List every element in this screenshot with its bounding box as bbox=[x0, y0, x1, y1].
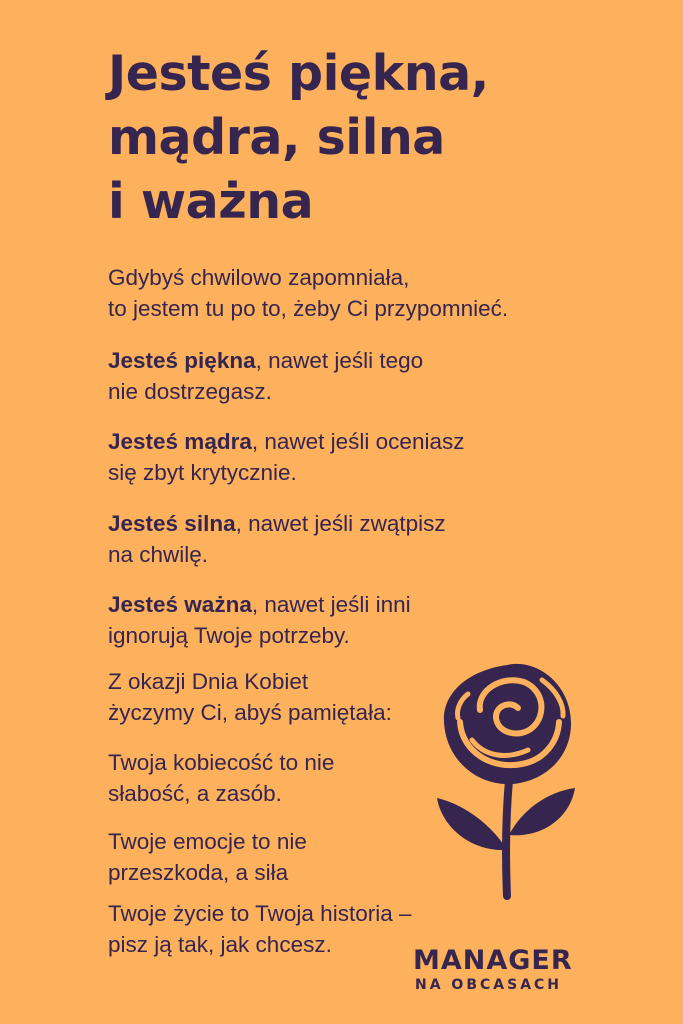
rose-icon bbox=[432, 660, 582, 900]
affirmation-bold: Jesteś piękna bbox=[108, 348, 256, 373]
wish-line: życzymy Ci, abyś pamiętała: bbox=[108, 700, 392, 725]
affirmation-line2: na chwilę. bbox=[108, 542, 209, 567]
affirmation-important bbox=[108, 589, 411, 651]
affirmation-wise bbox=[108, 426, 464, 488]
intro-paragraph bbox=[108, 262, 508, 324]
affirmation-strong bbox=[108, 508, 446, 570]
affirmation-line2: ignorują Twoje potrzeby. bbox=[108, 623, 350, 648]
intro-line: Gdybyś chwilowo zapomniała, bbox=[108, 265, 410, 290]
brand-tagline: NA OBCASACH bbox=[415, 977, 563, 993]
wish-paragraph bbox=[108, 666, 392, 728]
affirmation-line2: nie dostrzegasz. bbox=[108, 379, 272, 404]
closing-life bbox=[108, 898, 411, 960]
affirmation-line2: się zbyt krytycznie. bbox=[108, 460, 297, 485]
title-line: Jesteś piękna, bbox=[108, 45, 489, 102]
closing-line: przeszkoda, a siła bbox=[108, 860, 289, 885]
closing-line: słabość, a zasób. bbox=[108, 781, 282, 806]
title-line: mądra, silna bbox=[108, 109, 445, 166]
closing-line: Twoje życie to Twoja historia – bbox=[108, 901, 412, 926]
affirmation-bold: Jesteś ważna bbox=[108, 592, 252, 617]
page-title bbox=[108, 42, 668, 234]
affirmation-bold: Jesteś mądra bbox=[108, 429, 252, 454]
affirmation-rest: , nawet jeśli inni bbox=[251, 592, 411, 617]
affirmation-rest: , nawet jeśli zwątpisz bbox=[235, 511, 446, 536]
brand-name: MANAGER bbox=[413, 945, 573, 976]
closing-emotions bbox=[108, 826, 307, 888]
affirmation-beautiful bbox=[108, 345, 423, 407]
affirmation-rest: , nawet jeśli oceniasz bbox=[251, 429, 465, 454]
wish-line: Z okazji Dnia Kobiet bbox=[108, 669, 309, 694]
closing-line: Twoje emocje to nie bbox=[108, 829, 307, 854]
affirmation-rest: , nawet jeśli tego bbox=[255, 348, 424, 373]
closing-line: pisz ją tak, jak chcesz. bbox=[108, 932, 332, 957]
closing-line: Twoja kobiecość to nie bbox=[108, 750, 335, 775]
title-line: i ważna bbox=[108, 173, 314, 230]
brand-logo bbox=[413, 946, 583, 994]
closing-femininity bbox=[108, 747, 334, 809]
affirmation-bold: Jesteś silna bbox=[108, 511, 236, 536]
intro-line: to jestem tu po to, żeby Ci przypomnieć. bbox=[108, 296, 509, 321]
